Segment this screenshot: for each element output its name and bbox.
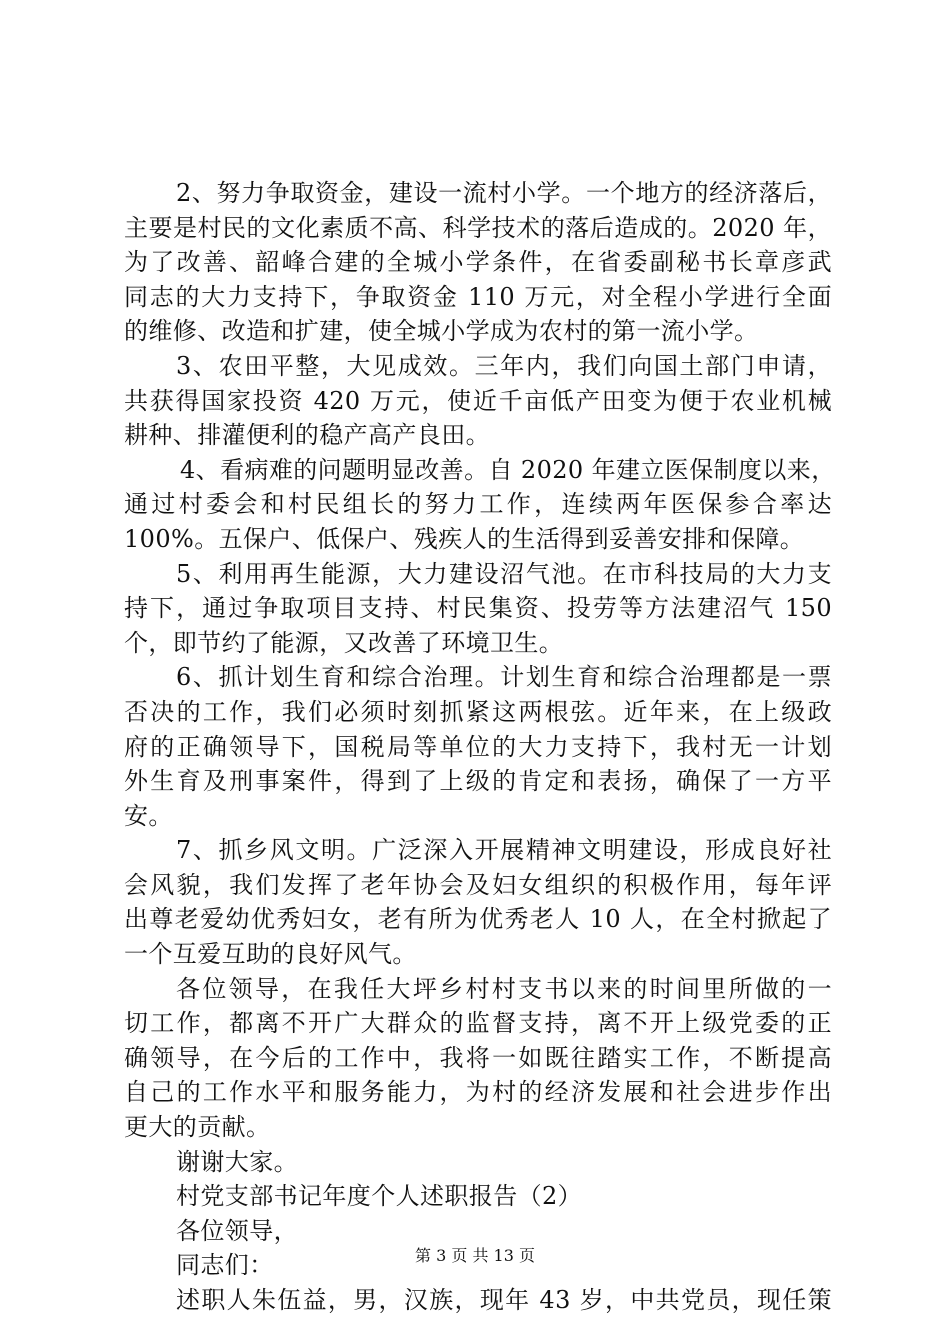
paragraph-5-line-1: 5、利用再生能源，大力建设沼气池。在市科技局的大力支 [176, 559, 832, 588]
paragraph-3-line-2: 共获得国家投资 420 万元，使近千亩低产田变为便于农业机械 [124, 386, 832, 415]
closing-line-2: 切工作，都离不开广大群众的监督支持，离不开上级党委的正 [124, 1009, 832, 1038]
paragraph-2-line-1: 2、努力争取资金，建设一流村小学。一个地方的经济落后， [176, 179, 832, 207]
paragraph-5-line-2: 持下，通过争取项目支持、村民集资、投劳等方法建沼气 150 [124, 594, 832, 623]
paragraph-6-line-4: 外生育及刑事案件，得到了上级的肯定和表扬，确保了一方平 [124, 767, 832, 796]
paragraph-7-line-4: 一个互爱互助的良好风气。 [124, 940, 417, 969]
closing-line-1: 各位领导，在我任大坪乡村村支书以来的时间里所做的一 [176, 974, 832, 1003]
document-body [124, 176, 836, 1318]
paragraph-6-line-2: 否决的工作，我们必须时刻抓紧这两根弦。近年来，在上级政 [124, 697, 832, 726]
closing-line-3: 确领导，在今后的工作中，我将一如既往踏实工作，不断提高 [124, 1043, 832, 1072]
paragraph-3-line-1: 3、农田平整，大见成效。三年内，我们向国土部门申请， [176, 351, 832, 380]
report-title: 村党支部书记年度个人述职报告（2） [176, 1182, 583, 1211]
page-footer: 第 3 页 共 13 页 [415, 1246, 535, 1265]
paragraph-7-line-2: 会风貌，我们发挥了老年协会及妇女组织的积极作用，每年评 [124, 870, 832, 899]
paragraph-2-line-4: 同志的大力支持下，争取资金 110 万元，对全程小学进行全面 [124, 282, 832, 311]
paragraph-6-line-1: 6、抓计划生育和综合治理。计划生育和综合治理都是一票 [176, 663, 832, 692]
salutation-leaders: 各位领导， [176, 1216, 298, 1245]
paragraph-4-line-1: 4、看病难的问题明显改善。自 2020 年建立医保制度以来， [180, 455, 836, 484]
paragraph-2-line-5: 的维修、改造和扩建，使全城小学成为农村的第一流小学。 [124, 317, 759, 346]
paragraph-6-line-3: 府的正确领导下，国税局等单位的大力支持下，我村无一计划 [124, 732, 832, 761]
paragraph-4-line-2: 通过村委会和村民组长的努力工作，连续两年医保参合率达 [124, 490, 832, 519]
paragraph-7-line-3: 出尊老爱幼优秀妇女，老有所为优秀老人 10 人，在全村掀起了 [124, 905, 832, 934]
paragraph-4-line-3: 100%。五保户、低保户、残疾人的生活得到妥善安排和保障。 [124, 524, 805, 553]
paragraph-2-line-2: 主要是村民的文化素质不高、科学技术的落后造成的。2020 年， [124, 213, 832, 242]
salutation-comrades: 同志们： [176, 1251, 274, 1280]
thanks-line: 谢谢大家。 [176, 1147, 298, 1176]
paragraph-5-line-3: 个，即节约了能源，又改善了环境卫生。 [124, 628, 564, 657]
paragraph-2-line-3: 为了改善、韶峰合建的全城小学条件，在省委副秘书长章彦武 [124, 248, 832, 277]
reporter-intro-line: 述职人朱伍益，男，汉族，现年 43 岁，中共党员，现任策 [176, 1286, 832, 1314]
closing-line-4: 自己的工作水平和服务能力，为村的经济发展和社会进步作出 [124, 1078, 832, 1107]
paragraph-6-line-5: 安。 [124, 801, 173, 830]
paragraph-3-line-3: 耕种、排灌便利的稳产高产良田。 [124, 421, 490, 450]
paragraph-7-line-1: 7、抓乡风文明。广泛深入开展精神文明建设，形成良好社 [176, 836, 832, 865]
closing-line-5: 更大的贡献。 [124, 1113, 271, 1142]
